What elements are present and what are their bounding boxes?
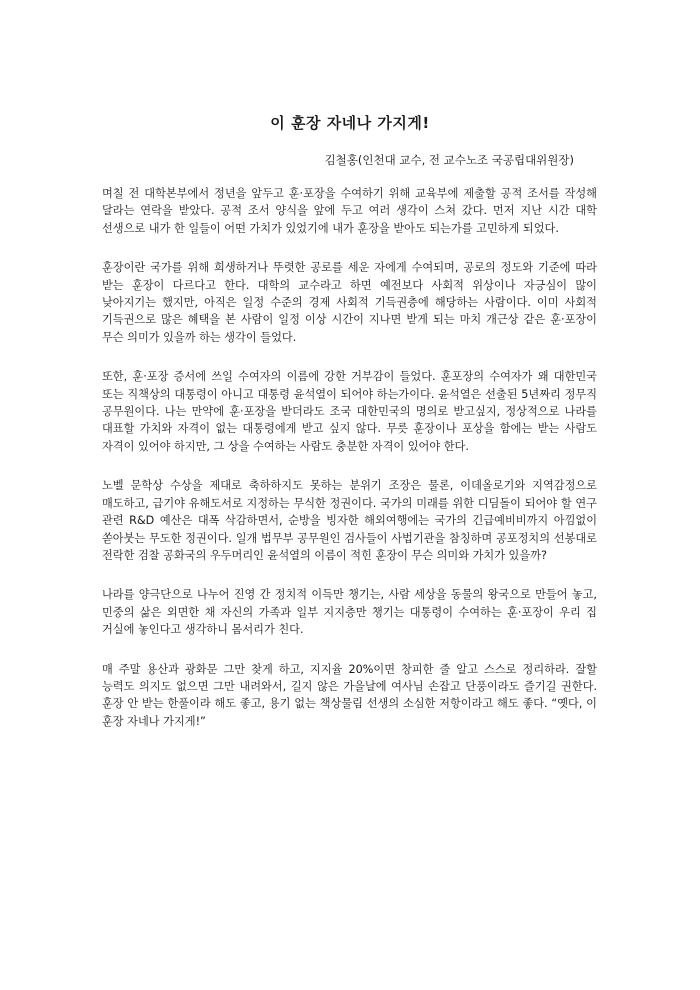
author-byline: 김철홍(인천대 교수, 전 교수노조 국공립대위원장) <box>324 153 574 167</box>
paragraph-1: 며칠 전 대학본부에서 정년을 앞두고 훈·포장을 수여하기 위해 교육부에 제출할 공적 조서를 작성해 달라는 연락을 받았다. 공적 조서 양식을 앞에 두고 여러 생각이 스쳐 갔다. 먼저 지난 시간 대학 선생으로 내가 한 일들이 어떤 가치가 있었기에 내가 훈장을 받아도 되는가를 고민하게 되었다. <box>102 187 597 235</box>
paragraph-6: 매 주말 용산과 광화문 그만 찾게 하고, 지지율 20%이면 창피한 줄 알고 스스로 정리하라. 잘할 능력도 의지도 없으면 그만 내려와서, 길지 않은 가을날에 여사님 손잡고 단풍이라도 즐기길 권한다. 훈장 안 받는 한풀이라 해도 좋고, 용기 없는 책상물림 선생의 소심한 저항이라고 해도 좋다. “옛다, 이 훈장 자네나 가지게!” <box>102 662 597 728</box>
paragraph-4: 노벨 문학상 수상을 제대로 축하하지도 못하는 분위기 조장은 물론, 이데올로기와 지역감정으로 매도하고, 급기야 유해도서로 지정하는 무식한 정권이다. 국가의 미래를 위한 디딤돌이 되어야 할 연구 관련 R&D 예산은 대폭 삭감하면서, 순방을 빙자한 해외여행에는 국가의 긴급예비비까지 아낌없이 쏟아붓는 무도한 정권이다. 일개 법무부 공무원인 검사들이 사법기관을 참칭하며 공포정치의 선봉대로 전락한 검찰 공화국의 우두머리인 윤석열의 이름이 적힌 훈장이 무슨 의미와 가치가 있을까? <box>102 479 597 562</box>
document-body <box>102 185 597 752</box>
paragraph-5: 나라를 양극단으로 나누어 진영 간 정치적 이득만 챙기는, 사람 세상을 동물의 왕국으로 만들어 놓고, 민중의 삶은 외면한 채 자신의 가족과 일부 지지층만 챙기는 대통령이 수여하는 훈·포장이 우리 집 거실에 놓인다고 생각하니 몸서리가 친다. <box>102 588 597 637</box>
document-title: 이 훈장 자네나 가지게! <box>270 114 430 132</box>
paragraph-3: 또한, 훈·포장 증서에 쓰일 수여자의 이름에 강한 거부감이 들었다. 훈포장의 수여자가 왜 대한민국 또는 직책상의 대통령이 아니고 대통령 윤석열이 되어야 하는가이다. 윤석열은 선출된 5년짜리 정무직 공무원이다. 나는 만약에 훈·포장을 받더라도 조국 대한민국의 명의로 받고싶지, 정상적으로 나라를 대표할 가치와 자격이 없는 대통령에게 받고 싶지 않다. 무릇 훈장이나 포상을 함에는 받는 사람도 자격이 있어야 하지만, 그 상을 수여하는 사람도 충분한 자격이 있어야 한다. <box>102 370 597 453</box>
paragraph-2: 훈장이란 국가를 위해 희생하거나 뚜렷한 공로를 세운 자에게 수여되며, 공로의 정도와 기준에 따라 받는 훈장이 다르다고 한다. 대학의 교수라고 하면 예전보다 사회적 위상이나 자긍심이 많이 낮아지기는 했지만, 아직은 일정 수준의 경제 사회적 기득권층에 해당하는 사람이다. 이미 사회적 기득권으로 많은 혜택을 본 사람이 일정 이상 시간이 지나면 받게 되는 마치 개근상 같은 훈·포장이 무슨 의미가 있을까 하는 생각이 들었다. <box>102 261 597 344</box>
